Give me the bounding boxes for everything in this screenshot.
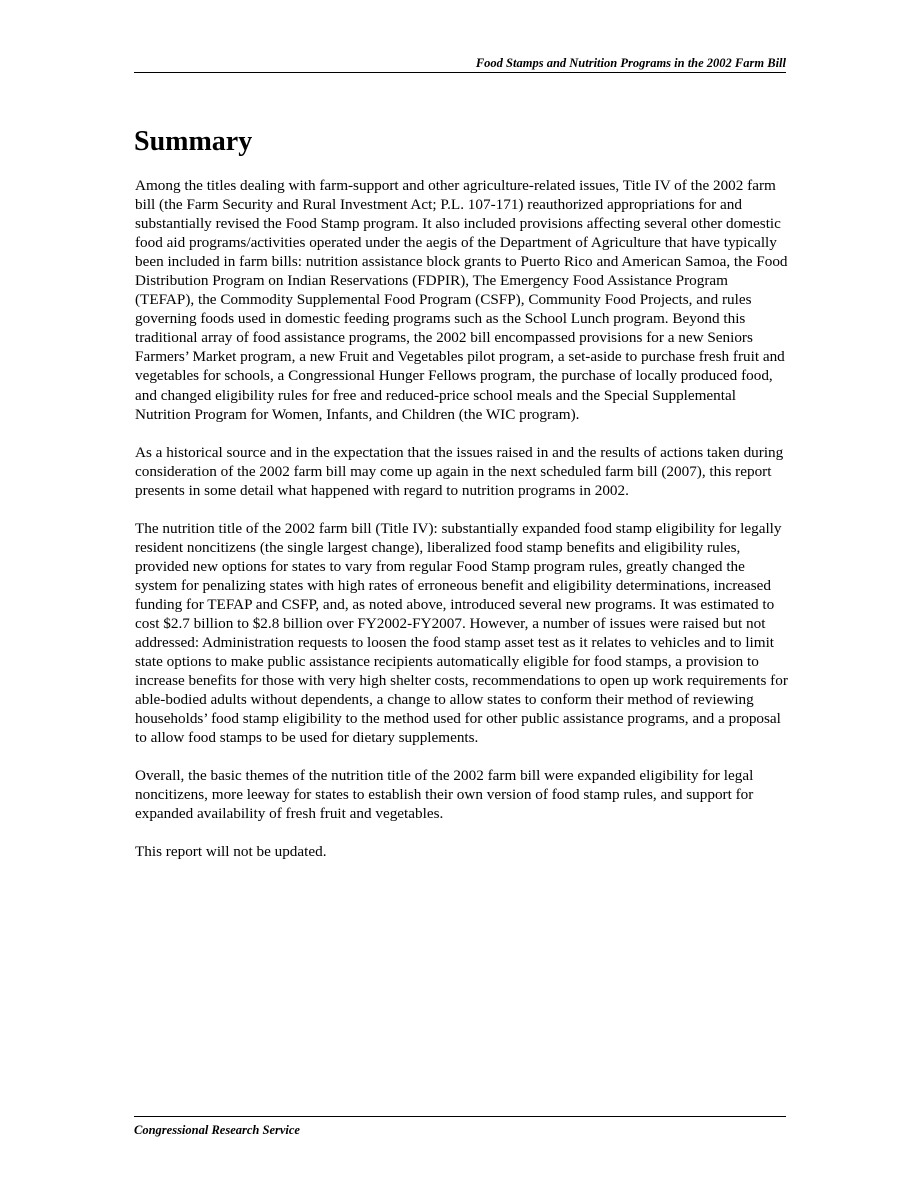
paragraph-1: Among the titles dealing with farm-support and other agriculture-related issues, Title IV of the 2002 farm bill (the Farm Security and Rural Investment Act; P.L. 107-171) reauthorized appropriations for and substantially revised the Food Stamp program. It also included provisions affecting several other domestic food aid programs/activities operated under the aegis of the Department of Agriculture that have typically been included in farm bills: nutrition assistance block grants to Puerto Rico and American Samoa, the Food Distribution Program on Indian Reservations (FDPIR), The Emergency Food Assistance Program (TEFAP), the Commodity Supplemental Food Program (CSFP), Community Food Projects, and rules governing foods used in domestic feeding programs such as the School Lunch program. Beyond this traditional array of food assistance programs, the 2002 bill encompassed provisions for a new Seniors Farmers’ Market program, a new Fruit and Vegetables pilot program, a set-aside to purchase fresh fruit and vegetables for schools, a Congressional Hunger Fellows program, the purchase of locally produced food, and changed eligibility rules for free and reduced-price school meals and the Special Supplemental Nutrition Program for Women, Infants, and Children (the WIC program). [135, 177, 788, 423]
paragraph-2: As a historical source and in the expectation that the issues raised in and the results of actions taken during consideration of the 2002 farm bill may come up again in the next scheduled farm bill (2007), this report presents in some detail what happened with regard to nutrition programs in 2002. [135, 443, 784, 499]
paragraph-4: Overall, the basic themes of the nutrition title of the 2002 farm bill were expanded eligibility for legal noncitizens, more leeway for states to establish their own version of food stamp rules, and support for expanded availability of fresh fruit and vegetables. [135, 767, 754, 823]
running-header-title: Food Stamps and Nutrition Programs in the 2002 Farm Bill [475, 56, 786, 70]
paragraph-5: This report will not be updated. [135, 843, 327, 861]
summary-body [135, 176, 790, 881]
footer-publisher: Congressional Research Service [134, 1123, 300, 1137]
running-header [134, 56, 786, 73]
paragraph-3: The nutrition title of the 2002 farm bill (Title IV): substantially expanded food stamp eligibility for legally resident noncitizens (the single largest change), liberalized food stamp benefits and eligibility rules, provided new options for states to vary from regular Food Stamp program rules, greatly changed the system for penalizing states with high rates of erroneous benefit and eligibility determinations, increased funding for TEFAP and CSFP, and, as noted above, introduced several new programs. It was estimated to cost $2.7 billion to $2.8 billion over FY2002-FY2007. However, a number of issues were raised but not addressed: Administration requests to loosen the food stamp asset test as it relates to vehicles and to limit state options to make public assistance recipients automatically eligible for food stamps, a provision to increase benefits for those with very high shelter costs, recommendations to open up work requirements for able-bodied adults without dependents, a change to allow states to conform their method of reviewing households’ food stamp eligibility to the method used for other public assistance programs, and a proposal to allow food stamps to be used for dietary supplements. [135, 519, 788, 747]
running-footer [134, 1116, 786, 1138]
page-title: Summary [134, 126, 253, 157]
